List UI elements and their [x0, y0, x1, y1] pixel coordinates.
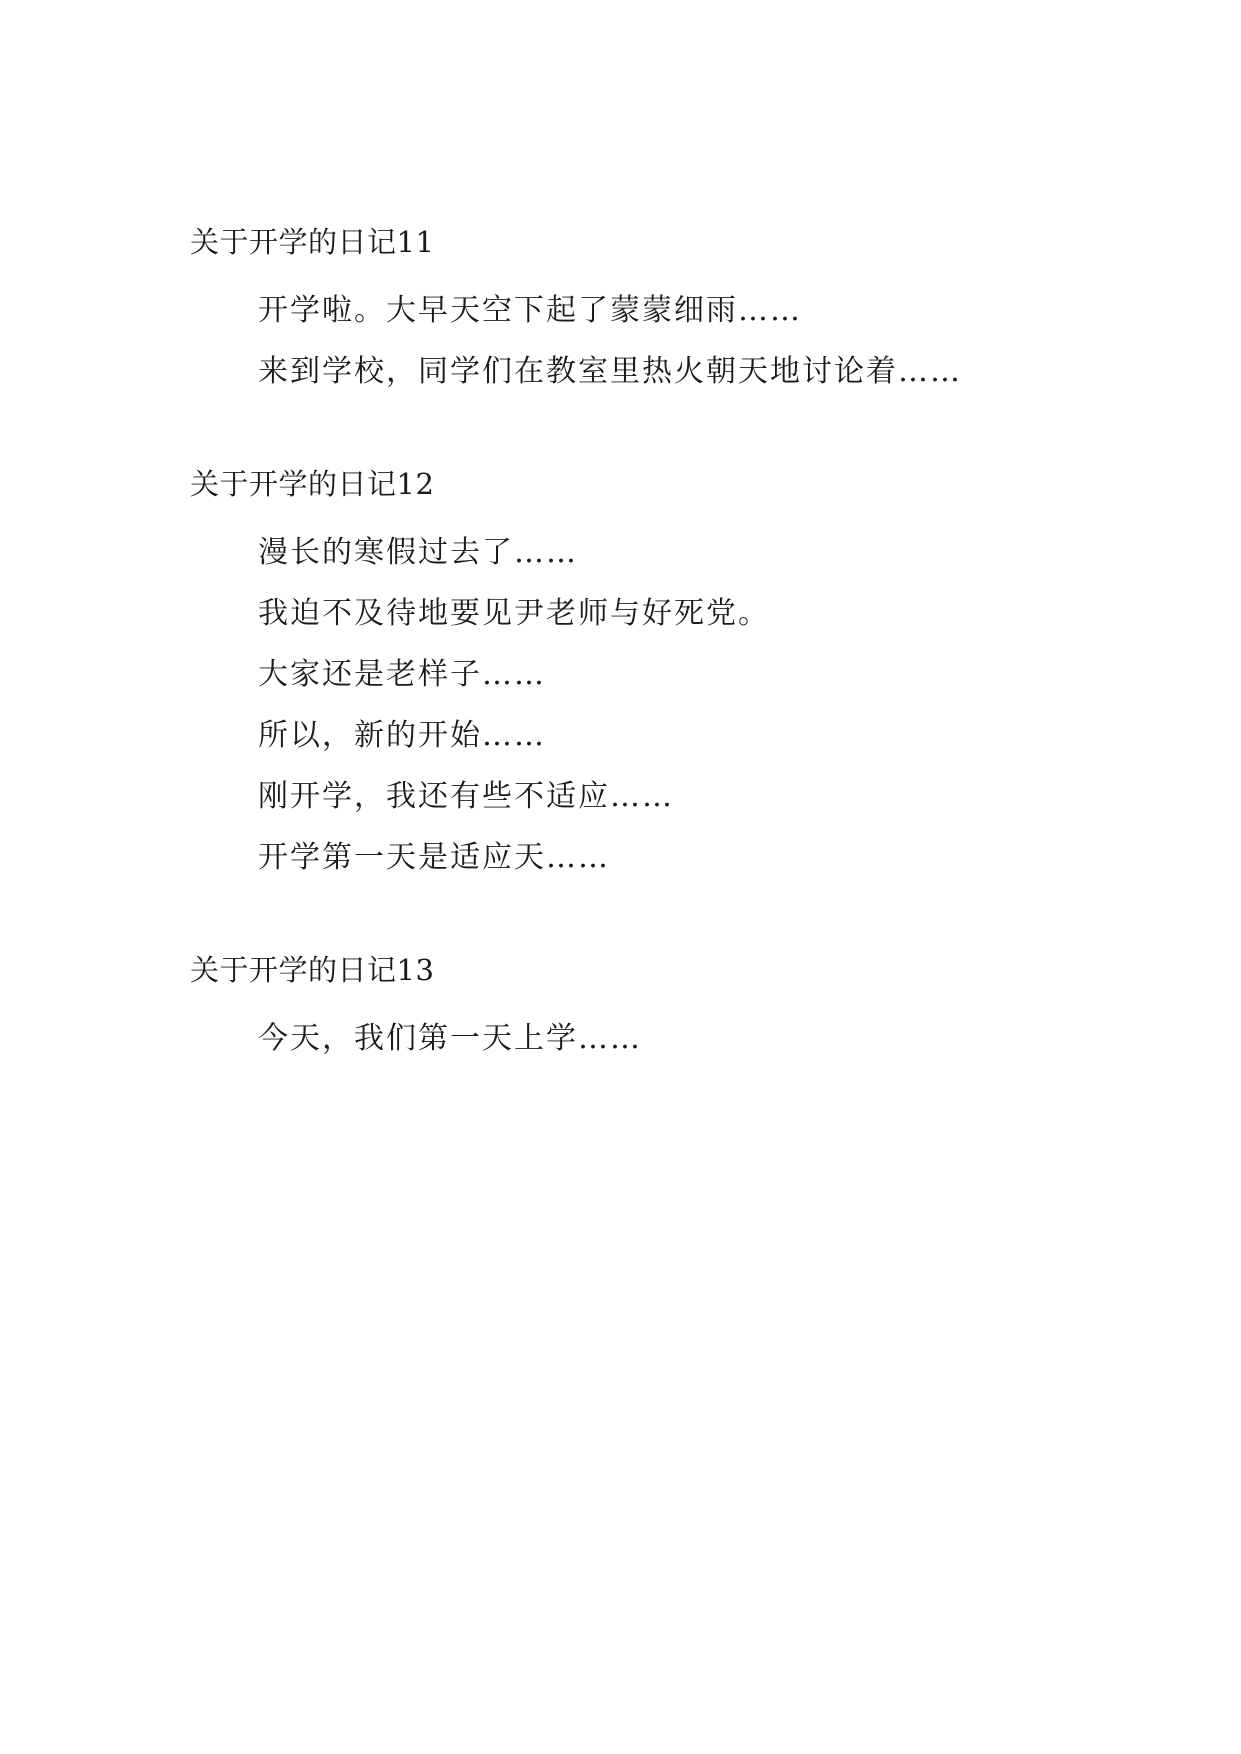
paragraph: 来到学校，同学们在教室里热火朝天地讨论着…… [258, 354, 962, 389]
document-body [190, 218, 1058, 1069]
paragraph: 漫长的寒假过去了…… [258, 535, 578, 570]
entry-title: 关于开学的日记12 [190, 467, 435, 501]
diary-entry-12 [190, 460, 1058, 888]
paragraph: 开学第一天是适应天…… [258, 840, 610, 875]
paragraph: 大家还是老样子…… [258, 657, 546, 692]
entry-title: 关于开学的日记13 [190, 953, 435, 987]
diary-entry-13 [190, 946, 1058, 1069]
paragraph: 刚开学，我还有些不适应…… [258, 779, 674, 814]
entry-title: 关于开学的日记11 [190, 225, 435, 259]
paragraph: 我迫不及待地要见尹老师与好死党。 [258, 596, 770, 631]
diary-entry-11 [190, 218, 1058, 402]
paragraph: 开学啦。大早天空下起了蒙蒙细雨…… [258, 293, 802, 328]
paragraph: 今天，我们第一天上学…… [258, 1021, 642, 1056]
paragraph: 所以，新的开始…… [258, 718, 546, 753]
